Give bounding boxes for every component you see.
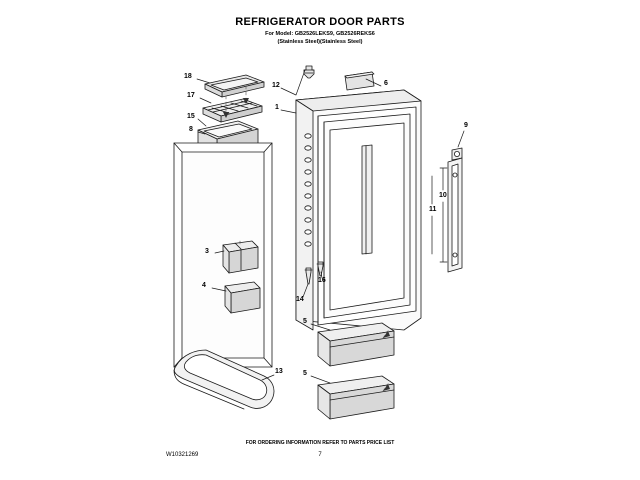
callout-1: 1: [275, 104, 279, 111]
callout-10: 10: [439, 192, 447, 199]
part-1-refrigerator-door: [296, 90, 421, 330]
document-id: W10321269: [166, 452, 199, 458]
ordering-note: FOR ORDERING INFORMATION REFER TO PARTS PRICE LIST: [245, 440, 395, 446]
part-17-ice-tray: [203, 99, 262, 122]
callout-13: 13: [275, 368, 283, 375]
callout-8: 8: [189, 126, 193, 133]
callout-16: 16: [318, 277, 326, 284]
page-number: 7: [318, 452, 322, 458]
callout-18: 18: [184, 73, 192, 80]
callout-3: 3: [205, 248, 209, 255]
part-18-tray-lid: [205, 75, 264, 97]
callout-6: 6: [384, 80, 388, 87]
callout-15: 15: [187, 113, 195, 120]
page-title: REFRIGERATOR DOOR PARTS: [235, 16, 405, 28]
callout-5-lower: 5: [303, 370, 307, 377]
callout-9: 9: [464, 122, 468, 129]
callout-12: 12: [272, 82, 280, 89]
model-line: For Model: GB2526LEKS9, GB2526REKS6: [265, 31, 375, 37]
callout-4: 4: [202, 282, 206, 289]
callout-11: 11: [429, 206, 437, 213]
part-3-door-bin-small: [223, 241, 258, 273]
callout-17: 17: [187, 92, 195, 99]
part-10-11-side-trim: [448, 158, 462, 272]
part-12-screw: [304, 66, 314, 78]
part-4-door-bin-small-2: [225, 282, 260, 313]
callout-5-upper: 5: [303, 318, 307, 325]
finish-line: (Stainless Steel)(Stainless Steel): [277, 39, 363, 45]
callout-14: 14: [296, 296, 304, 303]
